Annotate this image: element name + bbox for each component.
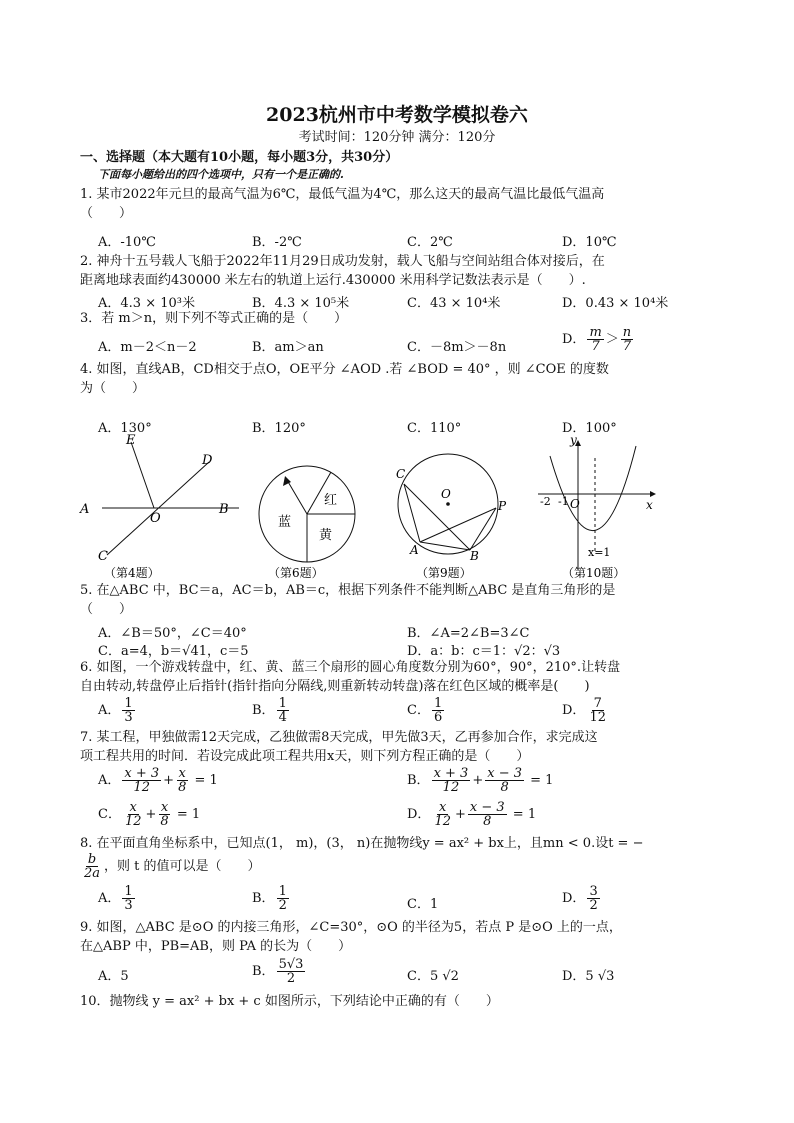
label-p: P bbox=[498, 499, 507, 513]
q6-stem: 6. 如图，一个游戏转盘中，红、黄、蓝三个扇形的圆心角度数分别为60°，90°，210°.让转盘 bbox=[80, 660, 621, 675]
q1-stem-2: （ ） bbox=[80, 206, 133, 221]
q1-option-d: D．10℃ bbox=[562, 235, 617, 250]
q2-option-b: B．4.3 × 10⁵米 bbox=[252, 296, 350, 311]
q9-stem-2: 在△ABP 中，PB=AB，则 PA 的长为（ ） bbox=[80, 939, 352, 954]
label-blue: 蓝 bbox=[278, 515, 292, 530]
q4-option-d: D．100° bbox=[562, 421, 617, 436]
q7-option-a: A． $\frac{x + 3}{12}$ + $\frac{x}{8}$ = 1 bbox=[98, 766, 218, 795]
section-hint: 下面每小题给出的四个选项中，只有一个是正确的. bbox=[98, 168, 344, 181]
label-o: O bbox=[150, 511, 161, 526]
q4-stem: 4. 如图，直线AB，CD相交于点O，OE平分 ∠AOD .若 ∠BOD = 40° ，则 ∠COE 的度数 bbox=[80, 362, 609, 377]
q6-option-b: B． $\frac{1}{4}$ bbox=[252, 696, 287, 725]
q1-stem: 1. 某市2022年元旦的最高气温为6℃，最低气温为4℃，那么这天的最高气温比最低气温高 bbox=[80, 187, 605, 202]
q10-stem: 10．抛物线 y = ax² + bx + c 如图所示，下列结论中正确的有（ ） bbox=[80, 994, 499, 1009]
label-b: B bbox=[470, 549, 479, 563]
q5-option-a: A．∠B＝50°，∠C＝40° bbox=[98, 626, 247, 641]
q5-stem-2: （ ） bbox=[80, 602, 133, 617]
section-heading: 一、选择题（本大题有10小题，每小题3分，共30分） bbox=[80, 150, 399, 165]
q4-option-b: B．120° bbox=[252, 421, 306, 436]
q1-option-c: C．2℃ bbox=[407, 235, 453, 250]
q6-option-d: D． $\frac{7}{12}$ bbox=[562, 696, 606, 725]
label-minus-2: -2 bbox=[540, 495, 551, 508]
label-x: x bbox=[646, 498, 653, 512]
figure-6-caption: （第6题） bbox=[268, 566, 324, 580]
q7-option-c: C． $\frac{x}{12}$ + $\frac{x}{8}$ = 1 bbox=[98, 800, 201, 829]
q7-option-d: D． $\frac{x}{12}$ + $\frac{x - 3}{8}$ = 1 bbox=[407, 800, 537, 829]
q8-stem-2: $\frac{b}{2a}$ ，则 t 的值可以是（ ） bbox=[84, 852, 261, 881]
page-title: 2023杭州市中考数学模拟卷六 bbox=[266, 104, 528, 126]
q3-option-b: B．am＞an bbox=[252, 340, 324, 355]
q8-option-b: B． $\frac{1}{2}$ bbox=[252, 884, 287, 913]
q2-stem-2: 距离地球表面约430000 米左右的轨道上运行.430000 米用科学记数法表示是（ ）. bbox=[80, 273, 586, 288]
q5-option-b: B．∠A=2∠B=3∠C bbox=[407, 626, 530, 641]
label-a: A bbox=[80, 502, 90, 517]
q6-option-a: A． $\frac{1}{3}$ bbox=[98, 696, 133, 725]
figure-9-caption: （第9题） bbox=[416, 566, 472, 580]
figure-9 bbox=[392, 448, 512, 582]
label-axis-of-symmetry: x=1 bbox=[588, 546, 611, 559]
label-y: y bbox=[570, 433, 577, 447]
q3-stem: 3．若 m＞n，则下列不等式正确的是（ ） bbox=[80, 311, 348, 326]
q9-option-d: D．5 √3 bbox=[562, 969, 615, 984]
q2-option-c: C．43 × 10⁴米 bbox=[407, 296, 501, 311]
label-o: O bbox=[570, 497, 580, 511]
q9-stem: 9. 如图，△ABC 是⊙O 的内接三角形，∠C=30°，⊙O 的半径为5，若点 P 是⊙O 上的一点， bbox=[80, 920, 622, 935]
q8-option-a: A． $\frac{1}{3}$ bbox=[98, 884, 133, 913]
q1-option-b: B．-2℃ bbox=[252, 235, 302, 250]
q7-stem-2: 项工程共用的时间．若设完成此项工程共用x天，则下列方程正确的是（ ） bbox=[80, 749, 530, 764]
label-yellow: 黄 bbox=[319, 528, 333, 543]
q5-option-d: D．a：b：c＝1：√2：√3 bbox=[407, 644, 561, 659]
q7-stem: 7. 某工程，甲独做需12天完成，乙独做需8天完成，甲先做3天，乙再参加合作，求完成这 bbox=[80, 730, 598, 745]
q8-option-d: D． $\frac{3}{2}$ bbox=[562, 884, 598, 913]
label-e: E bbox=[126, 433, 136, 448]
label-red: 红 bbox=[324, 493, 338, 508]
label-c: C bbox=[98, 549, 108, 564]
q4-option-c: C．110° bbox=[407, 421, 462, 436]
label-d: D bbox=[202, 453, 213, 468]
q8-option-c: C．1 bbox=[407, 897, 439, 912]
q2-option-a: A．4.3 × 10³米 bbox=[98, 296, 195, 311]
figure-10 bbox=[532, 432, 662, 582]
figure-4-caption: （第4题） bbox=[104, 566, 160, 580]
q9-option-c: C．5 √2 bbox=[407, 969, 459, 984]
q6-stem-2: 自由转动,转盘停止后指针(指针指向分隔线,则重新转动转盘)落在红色区域的概率是( ) bbox=[80, 679, 590, 694]
q3-option-c: C．－8m＞－8n bbox=[407, 340, 507, 355]
q9-option-a: A．5 bbox=[98, 969, 129, 984]
q6-option-c: C． $\frac{1}{6}$ bbox=[407, 696, 443, 725]
q8-stem: 8. 在平面直角坐标系中，已知点(1， m)，(3， n)在抛物线y = ax² + bx上，且mn < 0.设t = − bbox=[80, 836, 644, 851]
q1-option-a: A．-10℃ bbox=[98, 235, 156, 250]
q9-option-b: B． $\frac{5√3}{2}$ bbox=[252, 957, 304, 986]
q3-option-a: A．m－2＜n－2 bbox=[98, 340, 197, 355]
figure-10-caption: （第10题） bbox=[562, 566, 626, 580]
q3-option-d: D． $\frac{m}{7}$ ＞ $\frac{n}{7}$ bbox=[562, 325, 632, 354]
q5-stem: 5. 在△ABC 中，BC＝a，AC＝b，AB＝c，根据下列条件不能判断△ABC 是直角三角形的是 bbox=[80, 583, 616, 598]
q2-option-d: D．0.43 × 10⁴米 bbox=[562, 296, 669, 311]
q5-option-c: C．a=4，b＝√41，c＝5 bbox=[98, 644, 249, 659]
label-b: B bbox=[219, 502, 229, 517]
label-a: A bbox=[410, 543, 419, 557]
q2-stem: 2. 神舟十五号载人飞船于2022年11月29日成功发射，载人飞船与空间站组合体对接后，在 bbox=[80, 254, 605, 269]
figure-4 bbox=[74, 432, 244, 582]
exam-info: 考试时间：120分钟 满分：120分 bbox=[298, 130, 496, 145]
label-minus-1: -1 bbox=[558, 495, 569, 508]
label-c: C bbox=[396, 467, 406, 481]
q4-option-a: A．130° bbox=[98, 421, 152, 436]
figure-6 bbox=[254, 440, 364, 582]
label-o: O bbox=[441, 487, 451, 501]
q7-option-b: B． $\frac{x + 3}{12}$ + $\frac{x - 3}{8}$ = 1 bbox=[407, 766, 554, 795]
q4-stem-2: 为（ ） bbox=[80, 381, 146, 396]
